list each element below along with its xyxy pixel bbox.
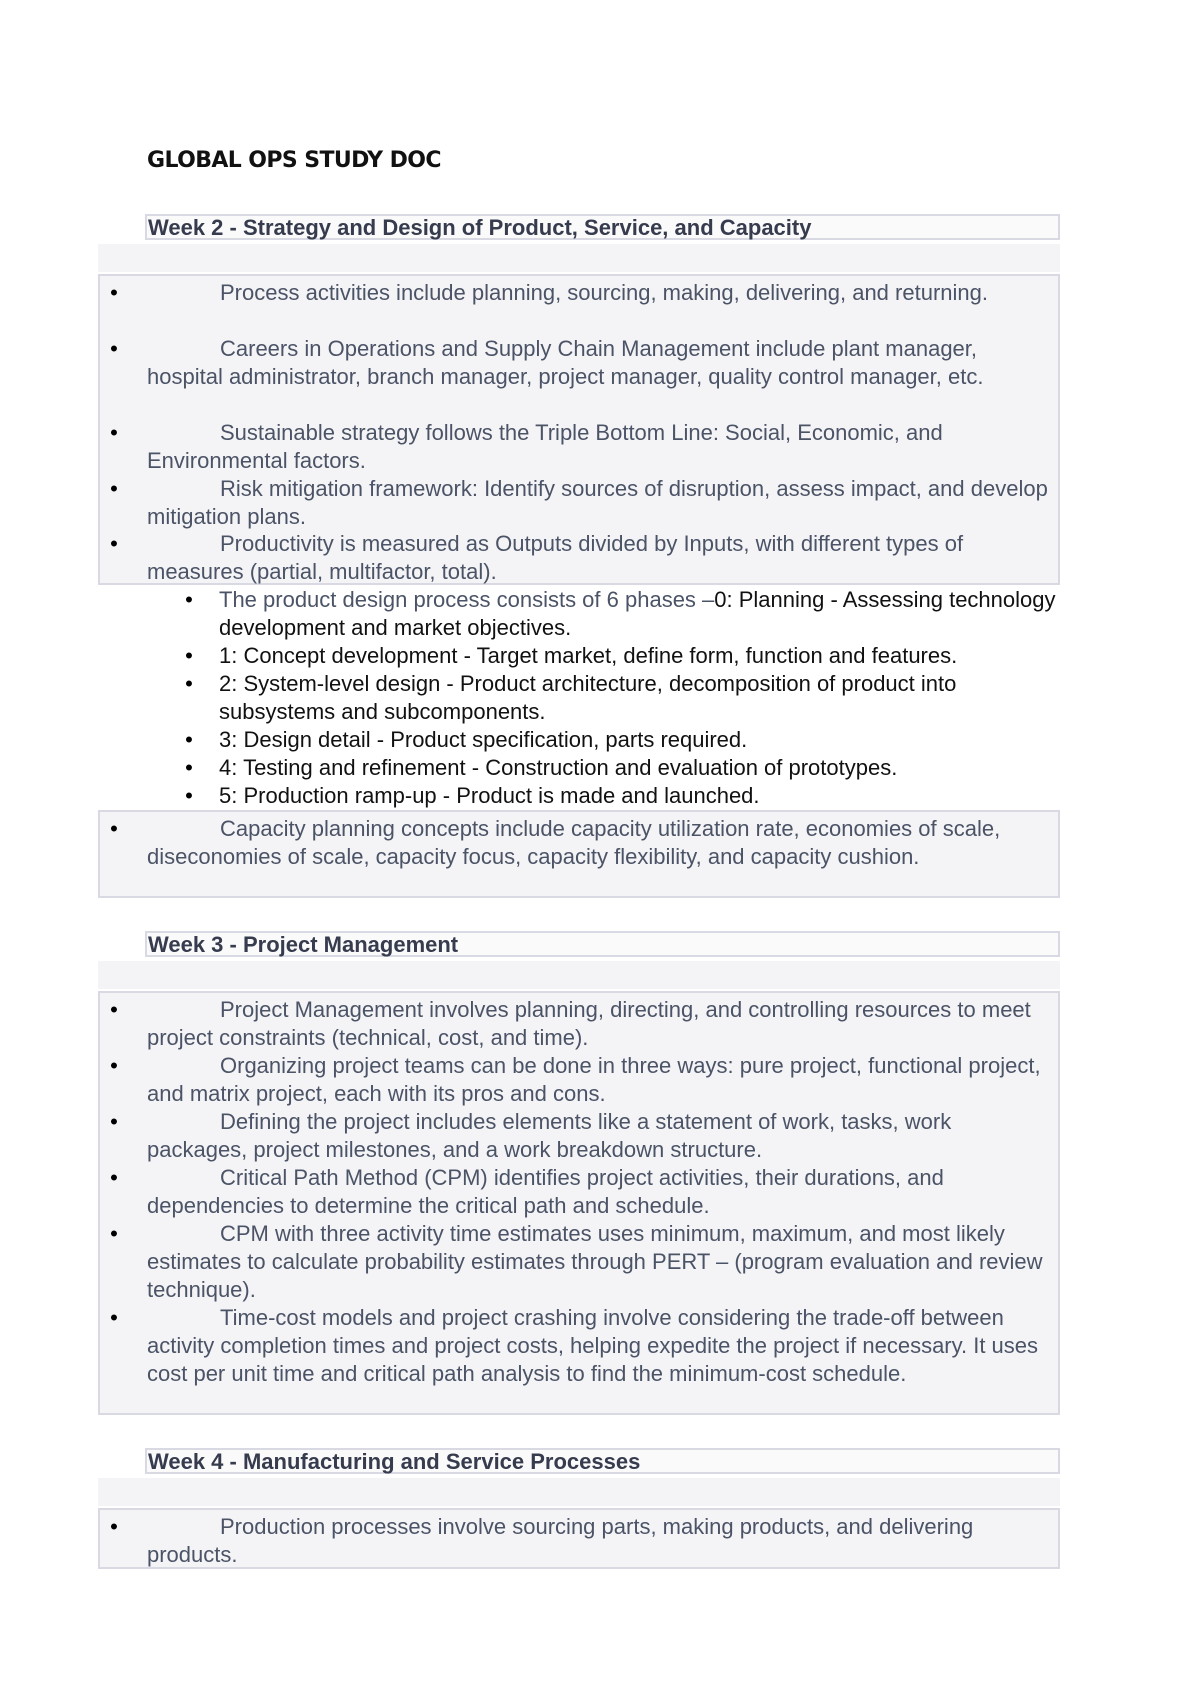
list-item <box>100 1052 1058 1108</box>
week3-spacer-band <box>98 961 1060 989</box>
design-phase-text: 1: Concept development - Target market, define form, function and features. <box>219 643 958 668</box>
design-phase-text: 2: System-level design - Product architecture, decomposition of product into subsystems and subcomponents. <box>219 671 957 724</box>
week2-bullet-box <box>98 274 1060 585</box>
week2-spacer-band <box>98 244 1060 272</box>
bullet-icon: • <box>185 587 193 612</box>
list-item <box>100 530 1058 586</box>
list-item-text: Time-cost models and project crashing involve considering the trade-off between activity completion times and project costs, helping expedite the project if necessary. It uses cost per unit time and critical path analysis to find the minimum-cost schedule. <box>147 1305 1039 1386</box>
bullet-icon: • <box>185 643 193 668</box>
design-phase-text: 4: Testing and refinement - Construction and evaluation of prototypes. <box>219 755 898 780</box>
list-item-text: Defining the project includes elements like a statement of work, tasks, work packages, project milestones, and a work breakdown structure. <box>147 1109 952 1162</box>
bullet-icon: • <box>110 280 118 305</box>
design-phase-text: 5: Production ramp-up - Product is made and launched. <box>219 783 760 808</box>
list-item-text: Sustainable strategy follows the Triple Bottom Line: Social, Economic, and Environmental factors. <box>147 420 943 473</box>
bullet-icon: • <box>185 727 193 752</box>
list-item-text: Critical Path Method (CPM) identifies project activities, their durations, and dependencies to determine the critical path and schedule. <box>147 1165 944 1218</box>
week4-heading: Week 4 - Manufacturing and Service Processes <box>148 1449 641 1474</box>
bullet-icon: • <box>110 1053 118 1078</box>
list-item-text: Production processes involve sourcing parts, making products, and delivering products. <box>147 1514 974 1567</box>
week3-heading-box <box>145 931 1060 957</box>
design-phase-item <box>0 670 1200 726</box>
list-item-text: Project Management involves planning, directing, and controlling resources to meet project constraints (technical, cost, and time). <box>147 997 1031 1050</box>
list-item-text: Careers in Operations and Supply Chain Management include plant manager, hospital administrator, branch manager, project manager, quality control manager, etc. <box>147 336 984 389</box>
bullet-icon: • <box>110 1221 118 1246</box>
list-item-text: Organizing project teams can be done in three ways: pure project, functional project, and matrix project, each with its pros and cons. <box>147 1053 1041 1106</box>
bullet-icon: • <box>110 1109 118 1134</box>
design-phase-intro-prefix: The product design process consists of 6 phases – <box>219 587 715 612</box>
week4-spacer-band <box>98 1478 1060 1506</box>
bullet-icon: • <box>110 420 118 445</box>
bullet-icon: • <box>110 1514 118 1539</box>
week4-bullet-box <box>98 1508 1060 1569</box>
list-item-text: Productivity is measured as Outputs divided by Inputs, with different types of measures (partial, multifactor, total). <box>147 531 964 584</box>
bullet-icon: • <box>110 531 118 556</box>
bullet-icon: • <box>110 816 118 841</box>
week3-bullet-box <box>98 991 1060 1415</box>
week2-heading-box <box>145 214 1060 240</box>
design-phase-item <box>0 726 1200 754</box>
list-item-text: Process activities include planning, sourcing, making, delivering, and returning. <box>220 280 988 305</box>
design-phase-item <box>0 782 1200 810</box>
design-phase-item <box>0 754 1200 782</box>
design-phase-item <box>0 642 1200 670</box>
list-item <box>100 1513 1058 1569</box>
list-item-text: Risk mitigation framework: Identify sources of disruption, assess impact, and develop mitigation plans. <box>147 476 1048 529</box>
design-phase-text: 3: Design detail - Product specification, parts required. <box>219 727 748 752</box>
bullet-icon: • <box>110 1165 118 1190</box>
bullet-icon: • <box>110 336 118 361</box>
bullet-icon: • <box>185 755 193 780</box>
week3-heading: Week 3 - Project Management <box>148 932 459 957</box>
bullet-icon: • <box>185 783 193 808</box>
list-item <box>100 1164 1058 1220</box>
document-title: GLOBAL OPS STUDY DOC <box>147 148 441 173</box>
list-item <box>100 1108 1058 1164</box>
bullet-icon: • <box>110 1305 118 1330</box>
list-item-text: CPM with three activity time estimates uses minimum, maximum, and most likely estimates to calculate probability estimates through PERT – (program evaluation and review technique). <box>147 1221 1043 1302</box>
list-item <box>100 815 1058 871</box>
week4-heading-box <box>145 1448 1060 1474</box>
bullet-icon: • <box>110 476 118 501</box>
list-item <box>100 475 1058 531</box>
list-item <box>100 279 1058 307</box>
bullet-icon: • <box>110 997 118 1022</box>
list-item <box>100 996 1058 1052</box>
bullet-icon: • <box>185 671 193 696</box>
list-item-text: Capacity planning concepts include capacity utilization rate, economies of scale, diseconomies of scale, capacity focus, capacity flexibility, and capacity cushion. <box>147 816 1001 869</box>
list-item <box>100 419 1058 475</box>
design-phase-0: 0: Planning - Assessing technology development and market objectives. <box>219 587 1056 640</box>
list-item <box>100 1304 1058 1388</box>
list-item <box>100 335 1058 391</box>
capacity-bullet-box <box>98 810 1060 898</box>
list-item <box>100 1220 1058 1304</box>
week2-heading: Week 2 - Strategy and Design of Product, Service, and Capacity <box>148 215 812 240</box>
design-phase-intro <box>0 586 1200 642</box>
